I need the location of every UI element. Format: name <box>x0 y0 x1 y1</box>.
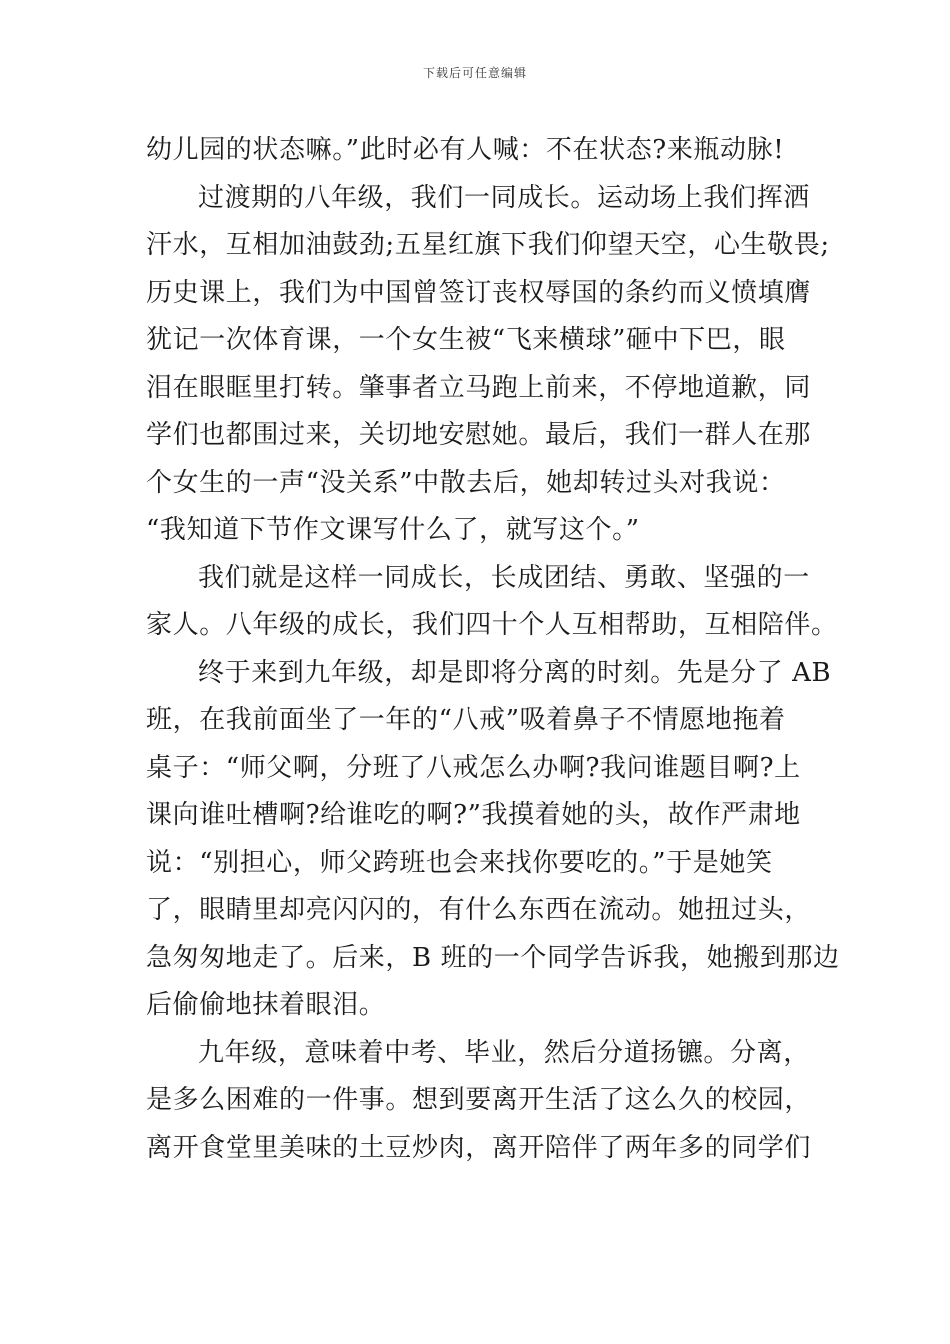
text-line: 历史课上，我们为中国曾签订丧权辱国的条约而义愤填膺 <box>146 277 812 308</box>
text-line: 学们也都围过来，关切地安慰她。最后，我们一群人在那 <box>146 420 812 450</box>
text-line: 终于来到九年级，却是即将分离的时刻。先是分了 AB <box>198 657 832 688</box>
text-line: 后偷偷地抹着眼泪。 <box>146 990 386 1020</box>
document-body <box>146 128 840 1173</box>
text-line: 幼儿园的状态嘛。”此时必有人喊：不在状态?来瓶动脉! <box>146 135 785 165</box>
text-line: 犹记一次体育课，一个女生被“飞来横球”砸中下巴，眼 <box>146 325 786 355</box>
text-line: 说：“别担心，师父跨班也会来找你要吃的。”于是她笑 <box>146 847 773 878</box>
text-line: 个女生的一声“没关系”中散去后，她却转过头对我说： <box>146 467 786 498</box>
text-line: 离开食堂里美味的土豆炒肉，离开陪伴了两年多的同学们 <box>146 1132 812 1163</box>
text-line: 急匆匆地走了。后来，B 班的一个同学告诉我，她搬到那边 <box>146 942 840 973</box>
text-line: 了，眼睛里却亮闪闪的，有什么东西在流动。她扭过头， <box>146 895 812 925</box>
page-header: 下载后可任意编辑 <box>422 66 527 80</box>
text-line: 班，在我前面坐了一年的“八戒”吸着鼻子不情愿地拖着 <box>146 705 786 735</box>
text-line: 汗水，互相加油鼓劲;五星红旗下我们仰望天空，心生敬畏; <box>146 230 830 260</box>
text-line: 课向谁吐槽啊?给谁吃的啊?”我摸着她的头，故作严肃地 <box>146 800 801 830</box>
text-line: 桌子：“师父啊，分班了八戒怎么办啊?我问谁题目啊?上 <box>146 752 801 783</box>
text-line: 是多么困难的一件事。想到要离开生活了这么久的校园， <box>146 1085 812 1115</box>
text-line: 我们就是这样一同成长，长成团结、勇敢、坚强的一 <box>198 562 810 593</box>
text-line: 家人。八年级的成长，我们四十个人互相帮助，互相陪伴。 <box>146 610 838 640</box>
text-line: “我知道下节作文课写什么了，就写这个。” <box>146 515 640 545</box>
text-line: 过渡期的八年级，我们一同成长。运动场上我们挥洒 <box>198 182 810 213</box>
text-line: 泪在眼眶里打转。肇事者立马跑上前来，不停地道歉，同 <box>146 372 812 403</box>
text-line: 九年级，意味着中考、毕业，然后分道扬镳。分离， <box>198 1037 810 1068</box>
